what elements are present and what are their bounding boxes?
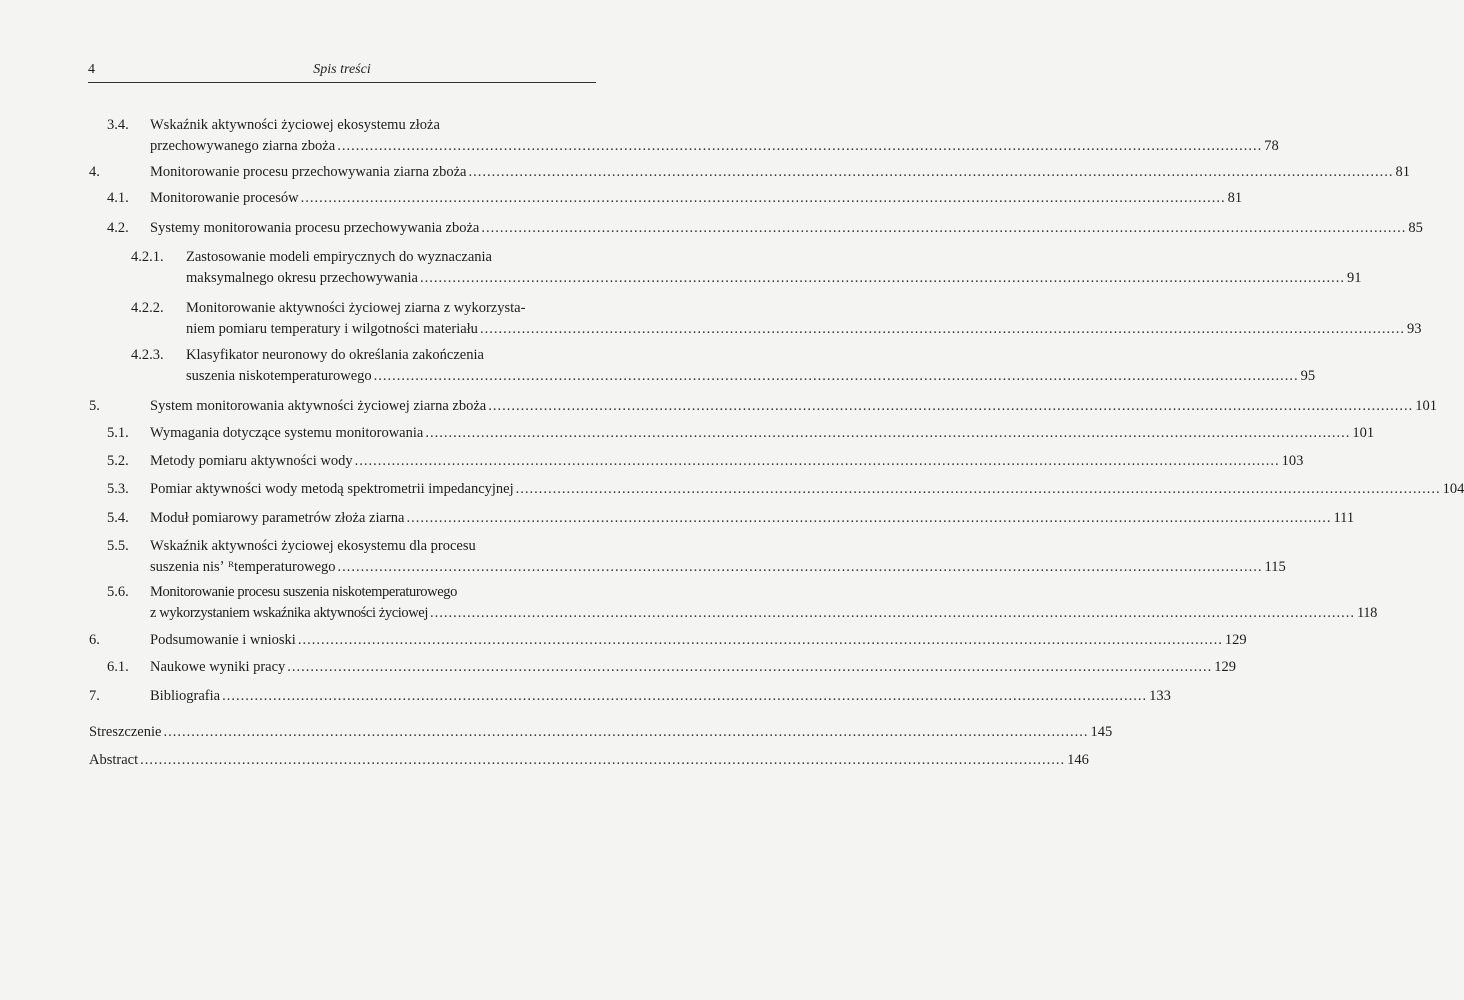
toc-entry-title: Monitorowanie procesu przechowywania ziarna zboża: [150, 164, 467, 180]
toc-entry-number: 6.1.: [107, 659, 129, 675]
toc-entry-title: Zastosowanie modeli empirycznych do wyznaczania: [186, 249, 492, 265]
toc-page-number: 78: [1264, 138, 1279, 154]
toc-entry-number: 5.1.: [107, 425, 129, 441]
dot-leader: ........................................................................................................................................................................................................: [300, 190, 1226, 206]
toc-page-number: 101: [1352, 425, 1375, 441]
toc-entry-number: 4.: [89, 164, 100, 180]
toc-page-number: 118: [1356, 605, 1377, 621]
toc-page-number: 129: [1224, 632, 1247, 648]
toc-entry-number: 4.2.: [107, 220, 129, 236]
toc-entry-number: 5.6.: [107, 584, 129, 600]
toc-page-number: 129: [1214, 659, 1237, 675]
toc-entry-title: Naukowe wyniki pracy: [150, 659, 286, 675]
toc-entry-title: Abstract: [89, 752, 139, 768]
dot-leader: ........................................................................................................................................................................................................: [479, 321, 1405, 337]
toc-entry-number: 5.2.: [107, 453, 129, 469]
toc-page-number: 81: [1227, 190, 1243, 206]
toc-entry-number: 4.1.: [107, 190, 129, 206]
toc-entry-title: Monitorowanie procesów: [150, 190, 299, 206]
toc-entry-title: z wykorzystaniem wskaźnika aktywności życiowej: [150, 605, 428, 621]
toc-entry-title: Pomiar aktywności wody metodą spektrometrii impedancyjnej: [150, 481, 514, 497]
toc-page-number: 145: [1090, 724, 1113, 740]
toc-entry-title: Wskaźnik aktywności życiowej ekosystemu dla procesu: [150, 538, 476, 554]
toc-entry-number: 3.4.: [107, 117, 129, 133]
toc-entry-title: suszenia nisʼ ᴿtemperaturowego: [150, 559, 336, 575]
toc-entry-title: Systemy monitorowania procesu przechowywania zboża: [150, 220, 480, 236]
toc-entry-title: Wymagania dotyczące systemu monitorowania: [150, 425, 424, 441]
toc-entry-title: suszenia niskotemperaturowego: [186, 368, 372, 384]
dot-leader: ........................................................................................................................................................................................................: [287, 659, 1213, 675]
toc-entry-title: Klasyfikator neuronowy do określania zakończenia: [186, 347, 484, 363]
toc-entry-title: System monitorowania aktywności życiowej ziarna zboża: [150, 398, 487, 414]
dot-leader: ........................................................................................................................................................................................................: [163, 724, 1089, 740]
toc-entry-title: Monitorowanie procesu suszenia niskotemperaturowego: [150, 584, 457, 600]
toc-page-number: 103: [1281, 453, 1304, 469]
dot-leader: ........................................................................................................................................................................................................: [222, 688, 1148, 704]
dot-leader: ........................................................................................................................................................................................................: [515, 481, 1441, 497]
running-title: Spis treści: [313, 62, 371, 77]
dot-leader: ........................................................................................................................................................................................................: [140, 752, 1066, 768]
toc-entry-number: 7.: [89, 688, 100, 704]
dot-leader: ........................................................................................................................................................................................................: [406, 510, 1332, 526]
dot-leader: ........................................................................................................................................................................................................: [337, 138, 1263, 154]
toc-page-number: 104: [1442, 481, 1464, 497]
dot-leader: ........................................................................................................................................................................................................: [425, 425, 1351, 441]
toc-entry-number: 5.: [89, 398, 100, 414]
dot-leader: ........................................................................................................................................................................................................: [481, 220, 1407, 236]
toc-entry-number: 5.5.: [107, 538, 129, 554]
toc-entry-number: 6.: [89, 632, 100, 648]
toc-page-number: 95: [1300, 368, 1316, 384]
toc-entry-title: Podsumowanie i wnioski: [150, 632, 296, 648]
dot-leader: ........................................................................................................................................................................................................: [419, 270, 1345, 286]
toc-page-number: 85: [1408, 220, 1423, 236]
dot-leader: ........................................................................................................................................................................................................: [337, 559, 1263, 575]
toc-page-number: 93: [1406, 321, 1422, 337]
toc-entry-number: 4.2.2.: [131, 300, 164, 316]
toc-page-number: 101: [1415, 398, 1437, 414]
toc-entry-title: przechowywanego ziarna zboża: [150, 138, 336, 154]
toc-entry-number: 5.4.: [107, 510, 129, 526]
toc-entry-title: Wskaźnik aktywności życiowej ekosystemu złoża: [150, 117, 440, 133]
page-number: 4: [88, 62, 95, 77]
toc-entry-title: Metody pomiaru aktywności wody: [150, 453, 353, 469]
toc-entry-number: 5.3.: [107, 481, 129, 497]
toc-entry-number: 4.2.3.: [131, 347, 164, 363]
toc-entry-title: Monitorowanie aktywności życiowej ziarna z wykorzysta-: [186, 300, 526, 316]
dot-leader: ........................................................................................................................................................................................................: [297, 632, 1223, 648]
toc-page-number: 91: [1346, 270, 1362, 286]
toc-entry-number: 4.2.1.: [131, 249, 164, 265]
toc-entry-title: Streszczenie: [89, 724, 162, 740]
dot-leader: ........................................................................................................................................................................................................: [354, 453, 1280, 469]
dot-leader: ........................................................................................................................................................................................................: [468, 164, 1394, 180]
toc-page-number: 111: [1333, 510, 1355, 526]
toc-page-number: 115: [1264, 559, 1286, 575]
toc-page-number: 81: [1395, 164, 1410, 180]
toc-entry-title: maksymalnego okresu przechowywania: [186, 270, 418, 286]
dot-leader: ........................................................................................................................................................................................................: [488, 398, 1414, 414]
toc-entry-title: niem pomiaru temperatury i wilgotności materiału: [186, 321, 478, 337]
toc-entry-title: Bibliografia: [150, 688, 221, 704]
toc-page-number: 146: [1067, 752, 1089, 768]
toc-page-number: 133: [1149, 688, 1171, 704]
dot-leader: ........................................................................................................................................................................................................: [373, 368, 1299, 384]
running-header: [88, 62, 596, 83]
dot-leader: ........................................................................................................................................................................................................: [429, 605, 1355, 621]
toc-entry-title: Moduł pomiarowy parametrów złoża ziarna: [150, 510, 405, 526]
